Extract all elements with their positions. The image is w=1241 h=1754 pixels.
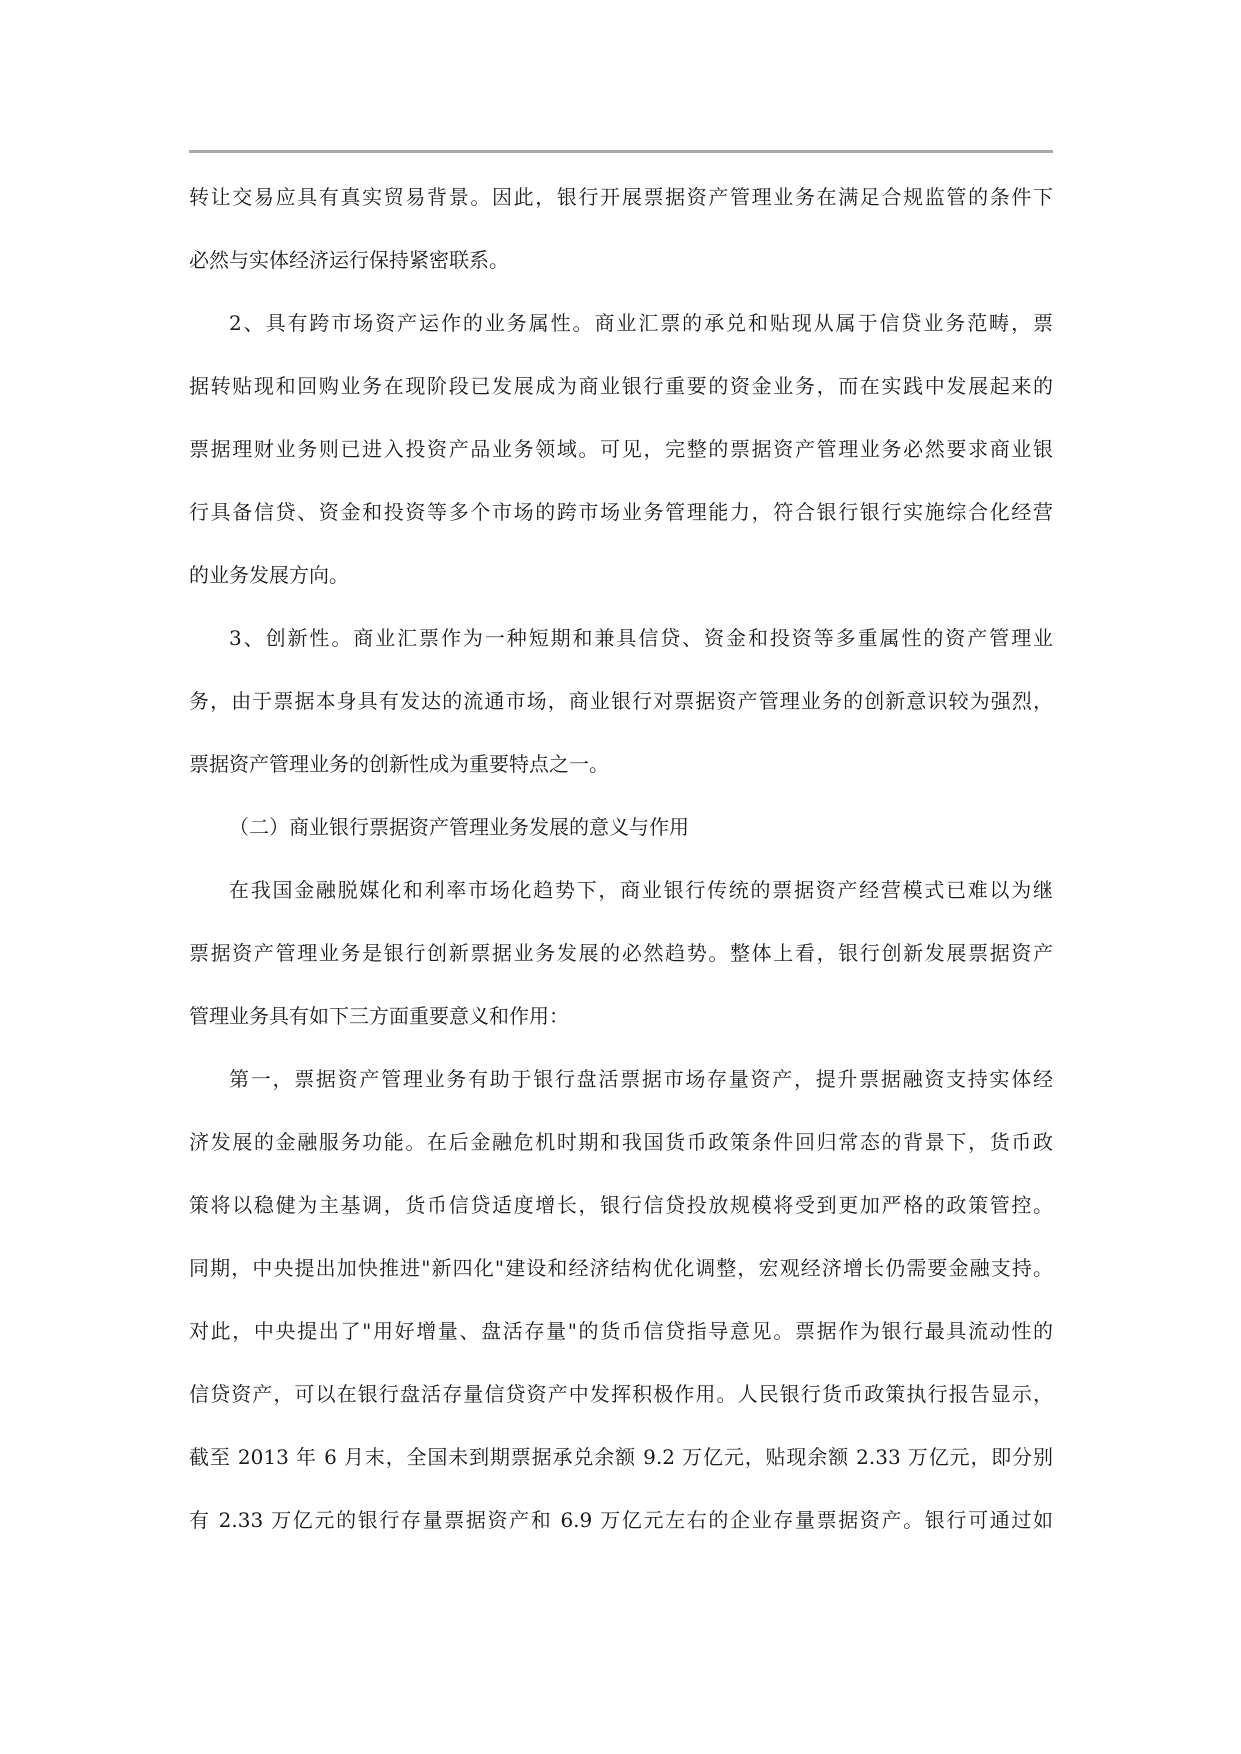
- text-line: 有 2.33 万亿元的银行存量票据资产和 6.9 万亿元左右的企业存量票据资产。银行可通过如: [189, 1508, 1053, 1532]
- heading-line: （二）商业银行票据资产管理业务发展的意义与作用: [229, 815, 689, 839]
- paragraph-1: [189, 166, 1053, 292]
- text-line: 务，由于票据本身具有发达的流通市场，商业银行对票据资产管理业务的创新意识较为强烈，: [189, 689, 1053, 713]
- body-text: [189, 166, 1053, 1552]
- text-line: 济发展的金融服务功能。在后金融危机时期和我国货币政策条件回归常态的背景下，货币政: [189, 1130, 1053, 1154]
- text-line: 行具备信贷、资金和投资等多个市场的跨市场业务管理能力，符合银行银行实施综合化经营: [189, 500, 1053, 524]
- section-heading: [189, 796, 1053, 859]
- text-line: 票据资产管理业务是银行创新票据业务发展的必然趋势。整体上看，银行创新发展票据资产: [189, 941, 1053, 965]
- text-line: 策将以稳健为主基调，货币信贷适度增长，银行信贷投放规模将受到更加严格的政策管控。: [189, 1193, 1053, 1217]
- paragraph-5: [189, 1048, 1053, 1552]
- paragraph-4: [189, 859, 1053, 1048]
- paragraph-2: [189, 292, 1053, 607]
- text-line: 截至 2013 年 6 月末，全国未到期票据承兑余额 9.2 万亿元，贴现余额 2.33 万亿元，即分别: [189, 1445, 1053, 1469]
- text-line: 的业务发展方向。: [189, 563, 349, 587]
- header-rule: [189, 150, 1053, 153]
- text-line: 第一，票据资产管理业务有助于银行盘活票据市场存量资产，提升票据融资支持实体经: [229, 1067, 1053, 1091]
- text-line: 对此，中央提出了"用好增量、盘活存量"的货币信贷指导意见。票据作为银行最具流动性的: [189, 1319, 1053, 1343]
- text-line: 在我国金融脱媒化和利率市场化趋势下，商业银行传统的票据资产经营模式已难以为继: [229, 878, 1053, 902]
- text-line: 2、具有跨市场资产运作的业务属性。商业汇票的承兑和贴现从属于信贷业务范畴，票: [229, 311, 1053, 335]
- text-line: 信贷资产，可以在银行盘活存量信贷资产中发挥积极作用。人民银行货币政策执行报告显示，: [189, 1382, 1053, 1406]
- text-line: 据转贴现和回购业务在现阶段已发展成为商业银行重要的资金业务，而在实践中发展起来的: [189, 374, 1053, 398]
- text-line: 同期，中央提出加快推进"新四化"建设和经济结构优化调整，宏观经济增长仍需要金融支持。: [189, 1256, 1053, 1280]
- text-line: 管理业务具有如下三方面重要意义和作用：: [189, 1004, 569, 1028]
- text-line: 3、创新性。商业汇票作为一种短期和兼具信贷、资金和投资等多重属性的资产管理业: [229, 626, 1053, 650]
- text-line: 票据理财业务则已进入投资产品业务领域。可见，完整的票据资产管理业务必然要求商业银: [189, 437, 1053, 461]
- text-line: 票据资产管理业务的创新性成为重要特点之一。: [189, 752, 609, 776]
- text-line: 转让交易应具有真实贸易背景。因此，银行开展票据资产管理业务在满足合规监管的条件下: [189, 185, 1053, 209]
- text-line: 必然与实体经济运行保持紧密联系。: [189, 248, 509, 272]
- paragraph-3: [189, 607, 1053, 796]
